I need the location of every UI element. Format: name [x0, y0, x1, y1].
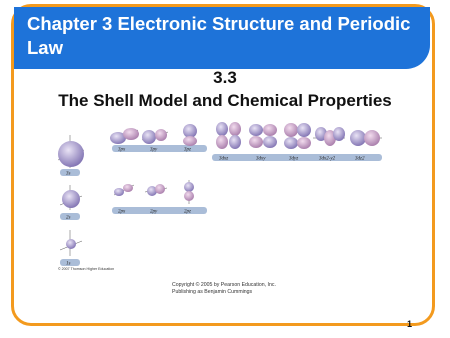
orbital-1s	[60, 230, 82, 256]
credit-line-2: Publishing as Benjamin Cummings	[172, 289, 253, 295]
label-2s: 2s	[66, 215, 71, 221]
orbital-3px	[110, 128, 139, 144]
orbital-2s	[60, 185, 82, 210]
publisher-credit	[172, 282, 276, 296]
orbital-3dyz	[284, 123, 311, 149]
section-number: 3.3	[213, 68, 237, 87]
band-2p	[112, 207, 207, 214]
orbital-3s	[58, 135, 84, 168]
orbital-2pz	[184, 180, 194, 204]
orbital-2py	[145, 184, 167, 196]
label-3dz2: 3dz2	[355, 156, 365, 162]
label-2px: 2px	[118, 209, 126, 215]
page-number: 1	[407, 319, 413, 329]
label-3dyz: 3dyz	[289, 156, 299, 162]
orbital-3dx2y2	[313, 127, 345, 146]
band-3p	[112, 145, 207, 152]
orbital-3dxz	[216, 122, 241, 149]
label-3dxy: 3dxy	[256, 156, 266, 162]
figure-copyright: © 2007 Thomson Higher Education	[58, 267, 115, 271]
label-1s: 1s	[66, 261, 71, 267]
orbital-3py	[142, 129, 168, 144]
label-2pz: 2pz	[184, 209, 191, 215]
label-3s: 3s	[66, 171, 71, 177]
orbital-3dz2	[350, 130, 382, 146]
label-3dxz: 3dxz	[219, 156, 229, 162]
credit-line-1: Copyright © 2005 by Pearson Education, Inc.	[172, 282, 276, 288]
label-3py: 3py	[150, 147, 158, 153]
section-title: The Shell Model and Chemical Properties	[58, 91, 392, 110]
slide-title: Chapter 3 Electronic Structure and Periodic Law	[27, 13, 411, 58]
orbital-2px	[114, 184, 134, 196]
label-2py: 2py	[150, 209, 158, 215]
orbital-3pz	[183, 124, 197, 146]
orbital-3dxy	[249, 124, 277, 148]
label-3pz: 3pz	[184, 147, 191, 153]
label-3px: 3px	[118, 147, 126, 153]
label-3dx2y2: 3dx2-y2	[319, 156, 336, 162]
